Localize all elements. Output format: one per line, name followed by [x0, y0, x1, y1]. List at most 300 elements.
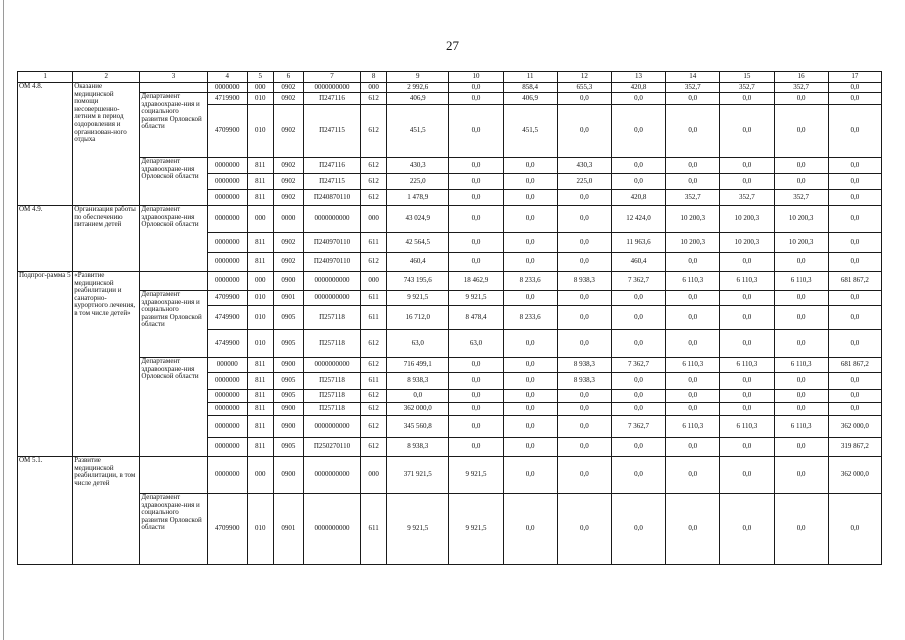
cell-col-17: 0,0 [828, 105, 881, 158]
cell-col-8: 612 [361, 438, 387, 457]
cell-col-13: 0,0 [611, 494, 665, 565]
cell-col-17: 0,0 [828, 291, 881, 306]
cell-col-9: 225,0 [387, 174, 449, 190]
cell-col-4: 0000000 [207, 174, 247, 190]
cell-col-6: 0900 [273, 358, 303, 373]
column-header-14: 14 [666, 72, 720, 83]
cell-col-15: 10 200,3 [720, 233, 774, 253]
cell-col-5: 000 [247, 206, 273, 233]
cell-col-7: 0000000000 [303, 83, 360, 93]
cell-col-15: 0,0 [720, 306, 774, 330]
cell-col-6: 0900 [273, 272, 303, 291]
cell-col-12: 0,0 [557, 190, 611, 206]
cell-col-7: 0000000000 [303, 416, 360, 438]
column-header-10: 10 [449, 72, 503, 83]
cell-col-13: 420,8 [611, 190, 665, 206]
cell-col-15: 0,0 [720, 174, 774, 190]
cell-col-7: П257118 [303, 390, 360, 403]
program-description: Развитие медицинской реабилитации, в том числе детей [73, 457, 140, 565]
cell-col-15: 0,0 [720, 105, 774, 158]
cell-col-14: 352,7 [666, 83, 720, 93]
cell-col-14: 10 200,3 [666, 206, 720, 233]
program-code: ОМ 4.8. [18, 83, 73, 206]
cell-col-14: 0,0 [666, 291, 720, 306]
cell-col-13: 0,0 [611, 438, 665, 457]
cell-col-7: П257118 [303, 403, 360, 416]
program-code: Подпрог-рамма 5 [18, 272, 73, 457]
table-row [18, 272, 882, 291]
cell-col-17: 0,0 [828, 83, 881, 93]
cell-col-10: 0,0 [449, 174, 503, 190]
column-header-4: 4 [207, 72, 247, 83]
cell-col-16: 0,0 [774, 105, 828, 158]
cell-col-6: 0902 [273, 105, 303, 158]
cell-col-11: 0,0 [503, 190, 557, 206]
responsible-empty [140, 272, 207, 291]
cell-col-8: 611 [361, 291, 387, 306]
program-description: «Развитие медицинской реабилитации и санаторно-курортного лечения, в том числе детей» [73, 272, 140, 457]
cell-col-14: 0,0 [666, 93, 720, 105]
cell-col-13: 0,0 [611, 93, 665, 105]
cell-col-8: 612 [361, 105, 387, 158]
cell-col-4: 0000000 [207, 438, 247, 457]
cell-col-15: 352,7 [720, 83, 774, 93]
cell-col-12: 8 938,3 [557, 272, 611, 291]
cell-col-10: 0,0 [449, 358, 503, 373]
column-header-13: 13 [611, 72, 665, 83]
cell-col-6: 0901 [273, 494, 303, 565]
cell-col-7: П257118 [303, 306, 360, 330]
cell-col-9: 345 560,8 [387, 416, 449, 438]
cell-col-15: 0,0 [720, 93, 774, 105]
cell-col-4: 4749900 [207, 306, 247, 330]
cell-col-14: 0,0 [666, 330, 720, 358]
cell-col-15: 0,0 [720, 438, 774, 457]
cell-col-12: 0,0 [557, 206, 611, 233]
cell-col-6: 0905 [273, 330, 303, 358]
cell-col-10: 0,0 [449, 416, 503, 438]
cell-col-12: 0,0 [557, 233, 611, 253]
cell-col-13: 420,8 [611, 83, 665, 93]
cell-col-10: 18 462,9 [449, 272, 503, 291]
column-header-2: 2 [73, 72, 140, 83]
cell-col-10: 0,0 [449, 253, 503, 272]
cell-col-16: 352,7 [774, 83, 828, 93]
cell-col-11: 858,4 [503, 83, 557, 93]
table-row [18, 291, 882, 306]
cell-col-14: 0,0 [666, 373, 720, 390]
cell-col-10: 63,0 [449, 330, 503, 358]
cell-col-11: 0,0 [503, 206, 557, 233]
cell-col-6: 0902 [273, 174, 303, 190]
cell-col-6: 0905 [273, 306, 303, 330]
cell-col-7: П240970110 [303, 233, 360, 253]
cell-col-4: 0000000 [207, 190, 247, 206]
cell-col-9: 63,0 [387, 330, 449, 358]
cell-col-12: 225,0 [557, 174, 611, 190]
cell-col-6: 0902 [273, 190, 303, 206]
column-header-8: 8 [361, 72, 387, 83]
cell-col-13: 0,0 [611, 457, 665, 494]
responsible-executor: Департамент здравоохране-ния Орловской области [140, 158, 207, 206]
cell-col-9: 451,5 [387, 105, 449, 158]
cell-col-10: 0,0 [449, 403, 503, 416]
responsible-executor: Департамент здравоохране-ния и социального развития Орловской области [140, 93, 207, 158]
cell-col-4: 4709900 [207, 105, 247, 158]
cell-col-4: 0000000 [207, 233, 247, 253]
cell-col-5: 010 [247, 330, 273, 358]
cell-col-7: П250270110 [303, 438, 360, 457]
cell-col-17: 681 867,2 [828, 272, 881, 291]
cell-col-17: 0,0 [828, 373, 881, 390]
cell-col-4: 4749900 [207, 330, 247, 358]
cell-col-14: 0,0 [666, 403, 720, 416]
cell-col-9: 8 938,3 [387, 373, 449, 390]
cell-col-4: 0000000 [207, 403, 247, 416]
responsible-empty [140, 457, 207, 494]
cell-col-16: 0,0 [774, 438, 828, 457]
column-header-17: 17 [828, 72, 881, 83]
cell-col-17: 319 867,2 [828, 438, 881, 457]
cell-col-10: 0,0 [449, 93, 503, 105]
cell-col-5: 811 [247, 438, 273, 457]
budget-table [17, 71, 882, 565]
cell-col-9: 716 499,1 [387, 358, 449, 373]
cell-col-11: 8 233,6 [503, 306, 557, 330]
cell-col-7: 0000000000 [303, 272, 360, 291]
table-row [18, 83, 882, 93]
cell-col-5: 010 [247, 494, 273, 565]
cell-col-13: 0,0 [611, 403, 665, 416]
table-row [18, 93, 882, 105]
program-description: Организация работы по обеспечению питанием детей [73, 206, 140, 272]
cell-col-6: 0900 [273, 416, 303, 438]
cell-col-5: 811 [247, 174, 273, 190]
cell-col-7: 0000000000 [303, 291, 360, 306]
table-row [18, 457, 882, 494]
column-header-9: 9 [387, 72, 449, 83]
cell-col-12: 0,0 [557, 403, 611, 416]
cell-col-10: 9 921,5 [449, 291, 503, 306]
cell-col-10: 0,0 [449, 438, 503, 457]
cell-col-10: 8 478,4 [449, 306, 503, 330]
cell-col-9: 43 024,9 [387, 206, 449, 233]
cell-col-16: 0,0 [774, 291, 828, 306]
cell-col-4: 0000000 [207, 158, 247, 174]
cell-col-13: 7 362,7 [611, 272, 665, 291]
cell-col-14: 6 110,3 [666, 272, 720, 291]
cell-col-12: 655,3 [557, 83, 611, 93]
cell-col-14: 0,0 [666, 174, 720, 190]
cell-col-12: 0,0 [557, 494, 611, 565]
table-row [18, 358, 882, 373]
cell-col-9: 743 195,6 [387, 272, 449, 291]
cell-col-11: 0,0 [503, 330, 557, 358]
cell-col-4: 0000000 [207, 272, 247, 291]
cell-col-12: 8 938,3 [557, 358, 611, 373]
column-header-1: 1 [18, 72, 73, 83]
responsible-executor: Департамент здравоохране-ния и социального развития Орловской области [140, 291, 207, 358]
cell-col-8: 612 [361, 158, 387, 174]
cell-col-16: 6 110,3 [774, 416, 828, 438]
cell-col-13: 0,0 [611, 306, 665, 330]
cell-col-4: 0000000 [207, 83, 247, 93]
cell-col-11: 8 233,6 [503, 272, 557, 291]
cell-col-14: 0,0 [666, 457, 720, 494]
cell-col-6: 0905 [273, 390, 303, 403]
cell-col-11: 451,5 [503, 105, 557, 158]
cell-col-10: 0,0 [449, 158, 503, 174]
cell-col-10: 9 921,5 [449, 494, 503, 565]
cell-col-9: 9 921,5 [387, 291, 449, 306]
cell-col-6: 0902 [273, 233, 303, 253]
cell-col-16: 10 200,3 [774, 206, 828, 233]
cell-col-17: 0,0 [828, 494, 881, 565]
cell-col-12: 0,0 [557, 330, 611, 358]
cell-col-9: 406,9 [387, 93, 449, 105]
cell-col-14: 352,7 [666, 190, 720, 206]
cell-col-15: 6 110,3 [720, 272, 774, 291]
cell-col-11: 0,0 [503, 373, 557, 390]
cell-col-8: 611 [361, 494, 387, 565]
cell-col-17: 362 000,0 [828, 416, 881, 438]
cell-col-14: 10 200,3 [666, 233, 720, 253]
cell-col-11: 0,0 [503, 438, 557, 457]
cell-col-9: 42 564,5 [387, 233, 449, 253]
cell-col-16: 0,0 [774, 373, 828, 390]
cell-col-7: П247115 [303, 105, 360, 158]
cell-col-5: 010 [247, 306, 273, 330]
cell-col-4: 000000 [207, 358, 247, 373]
cell-col-17: 0,0 [828, 253, 881, 272]
cell-col-15: 0,0 [720, 158, 774, 174]
cell-col-4: 0000000 [207, 416, 247, 438]
cell-col-13: 0,0 [611, 330, 665, 358]
cell-col-7: П257118 [303, 373, 360, 390]
cell-col-12: 0,0 [557, 105, 611, 158]
column-header-3: 3 [140, 72, 207, 83]
cell-col-16: 0,0 [774, 253, 828, 272]
program-code: ОМ 5.1. [18, 457, 73, 565]
cell-col-13: 460,4 [611, 253, 665, 272]
cell-col-9: 460,4 [387, 253, 449, 272]
cell-col-8: 612 [361, 330, 387, 358]
cell-col-15: 6 110,3 [720, 358, 774, 373]
cell-col-5: 811 [247, 158, 273, 174]
cell-col-13: 0,0 [611, 105, 665, 158]
cell-col-8: 000 [361, 457, 387, 494]
cell-col-10: 0,0 [449, 83, 503, 93]
cell-col-7: П257118 [303, 330, 360, 358]
responsible-executor: Департамент здравоохране-ния Орловской области [140, 358, 207, 457]
cell-col-7: П240970110 [303, 253, 360, 272]
cell-col-7: П247115 [303, 174, 360, 190]
cell-col-16: 0,0 [774, 306, 828, 330]
cell-col-5: 811 [247, 358, 273, 373]
cell-col-12: 0,0 [557, 93, 611, 105]
cell-col-17: 0,0 [828, 233, 881, 253]
cell-col-11: 0,0 [503, 403, 557, 416]
program-description: Оказание медицинской помощи несовершенно-летним в период оздоровления и организован-ного отдыха [73, 83, 140, 206]
cell-col-5: 010 [247, 93, 273, 105]
cell-col-11: 0,0 [503, 174, 557, 190]
cell-col-15: 0,0 [720, 457, 774, 494]
cell-col-6: 0901 [273, 291, 303, 306]
cell-col-14: 0,0 [666, 158, 720, 174]
cell-col-15: 0,0 [720, 373, 774, 390]
cell-col-8: 000 [361, 272, 387, 291]
cell-col-11: 0,0 [503, 358, 557, 373]
cell-col-16: 0,0 [774, 174, 828, 190]
cell-col-4: 4709900 [207, 291, 247, 306]
cell-col-13: 0,0 [611, 390, 665, 403]
cell-col-15: 0,0 [720, 330, 774, 358]
cell-col-14: 0,0 [666, 494, 720, 565]
cell-col-17: 681 867,2 [828, 358, 881, 373]
cell-col-4: 0000000 [207, 390, 247, 403]
cell-col-14: 0,0 [666, 306, 720, 330]
cell-col-17: 0,0 [828, 306, 881, 330]
cell-col-6: 0000 [273, 206, 303, 233]
cell-col-16: 0,0 [774, 330, 828, 358]
program-code: ОМ 4.9. [18, 206, 73, 272]
cell-col-12: 0,0 [557, 253, 611, 272]
cell-col-10: 0,0 [449, 190, 503, 206]
cell-col-15: 0,0 [720, 291, 774, 306]
cell-col-13: 0,0 [611, 158, 665, 174]
cell-col-17: 0,0 [828, 403, 881, 416]
cell-col-17: 0,0 [828, 158, 881, 174]
cell-col-6: 0905 [273, 438, 303, 457]
cell-col-16: 0,0 [774, 457, 828, 494]
cell-col-12: 0,0 [557, 306, 611, 330]
cell-col-13: 0,0 [611, 291, 665, 306]
cell-col-7: 0000000000 [303, 358, 360, 373]
cell-col-9: 9 921,5 [387, 494, 449, 565]
cell-col-8: 611 [361, 373, 387, 390]
cell-col-8: 612 [361, 174, 387, 190]
page-number: 27 [446, 38, 459, 53]
cell-col-5: 811 [247, 233, 273, 253]
cell-col-5: 000 [247, 83, 273, 93]
cell-col-10: 0,0 [449, 390, 503, 403]
cell-col-11: 0,0 [503, 494, 557, 565]
cell-col-7: 0000000000 [303, 457, 360, 494]
table-row [18, 494, 882, 565]
cell-col-6: 0902 [273, 93, 303, 105]
cell-col-12: 0,0 [557, 291, 611, 306]
column-header-5: 5 [247, 72, 273, 83]
cell-col-4: 0000000 [207, 373, 247, 390]
cell-col-4: 0000000 [207, 457, 247, 494]
cell-col-5: 811 [247, 253, 273, 272]
cell-col-13: 11 963,6 [611, 233, 665, 253]
cell-col-9: 430,3 [387, 158, 449, 174]
column-header-6: 6 [273, 72, 303, 83]
cell-col-11: 0,0 [503, 233, 557, 253]
cell-col-8: 611 [361, 233, 387, 253]
column-header-12: 12 [557, 72, 611, 83]
cell-col-16: 0,0 [774, 403, 828, 416]
cell-col-8: 612 [361, 416, 387, 438]
cell-col-5: 000 [247, 457, 273, 494]
cell-col-5: 010 [247, 105, 273, 158]
cell-col-6: 0900 [273, 403, 303, 416]
cell-col-15: 0,0 [720, 390, 774, 403]
cell-col-14: 0,0 [666, 253, 720, 272]
cell-col-16: 352,7 [774, 190, 828, 206]
cell-col-9: 16 712,0 [387, 306, 449, 330]
cell-col-15: 352,7 [720, 190, 774, 206]
cell-col-8: 611 [361, 306, 387, 330]
cell-col-9: 2 992,6 [387, 83, 449, 93]
cell-col-8: 612 [361, 190, 387, 206]
cell-col-10: 0,0 [449, 233, 503, 253]
cell-col-17: 0,0 [828, 330, 881, 358]
column-header-7: 7 [303, 72, 360, 83]
cell-col-11: 0,0 [503, 253, 557, 272]
cell-col-7: 0000000000 [303, 494, 360, 565]
cell-col-17: 0,0 [828, 190, 881, 206]
cell-col-14: 6 110,3 [666, 416, 720, 438]
cell-col-17: 0,0 [828, 206, 881, 233]
cell-col-17: 0,0 [828, 390, 881, 403]
cell-col-15: 0,0 [720, 403, 774, 416]
cell-col-8: 000 [361, 206, 387, 233]
cell-col-7: П247116 [303, 158, 360, 174]
cell-col-11: 406,9 [503, 93, 557, 105]
cell-col-9: 8 938,3 [387, 438, 449, 457]
cell-col-4: 4709900 [207, 494, 247, 565]
cell-col-5: 811 [247, 373, 273, 390]
cell-col-15: 0,0 [720, 253, 774, 272]
cell-col-17: 0,0 [828, 93, 881, 105]
cell-col-5: 000 [247, 272, 273, 291]
table-row [18, 206, 882, 233]
cell-col-10: 9 921,5 [449, 457, 503, 494]
cell-col-5: 811 [247, 416, 273, 438]
cell-col-10: 0,0 [449, 206, 503, 233]
cell-col-12: 0,0 [557, 416, 611, 438]
cell-col-13: 7 362,7 [611, 416, 665, 438]
cell-col-9: 371 921,5 [387, 457, 449, 494]
cell-col-14: 6 110,3 [666, 358, 720, 373]
cell-col-13: 0,0 [611, 373, 665, 390]
cell-col-11: 0,0 [503, 390, 557, 403]
cell-col-9: 1 478,9 [387, 190, 449, 206]
responsible-executor: Департамент здравоохране-ния и социального развития Орловской области [140, 494, 207, 565]
cell-col-14: 0,0 [666, 438, 720, 457]
cell-col-8: 612 [361, 358, 387, 373]
cell-col-4: 4719900 [207, 93, 247, 105]
cell-col-16: 0,0 [774, 390, 828, 403]
cell-col-17: 362 000,0 [828, 457, 881, 494]
cell-col-11: 0,0 [503, 416, 557, 438]
cell-col-16: 10 200,3 [774, 233, 828, 253]
cell-col-7: 0000000000 [303, 206, 360, 233]
cell-col-11: 0,0 [503, 291, 557, 306]
cell-col-16: 6 110,3 [774, 272, 828, 291]
cell-col-8: 612 [361, 390, 387, 403]
column-header-11: 11 [503, 72, 557, 83]
cell-col-6: 0902 [273, 158, 303, 174]
cell-col-13: 7 362,7 [611, 358, 665, 373]
cell-col-7: П247116 [303, 93, 360, 105]
cell-col-12: 0,0 [557, 438, 611, 457]
cell-col-11: 0,0 [503, 158, 557, 174]
cell-col-10: 0,0 [449, 373, 503, 390]
cell-col-5: 811 [247, 403, 273, 416]
